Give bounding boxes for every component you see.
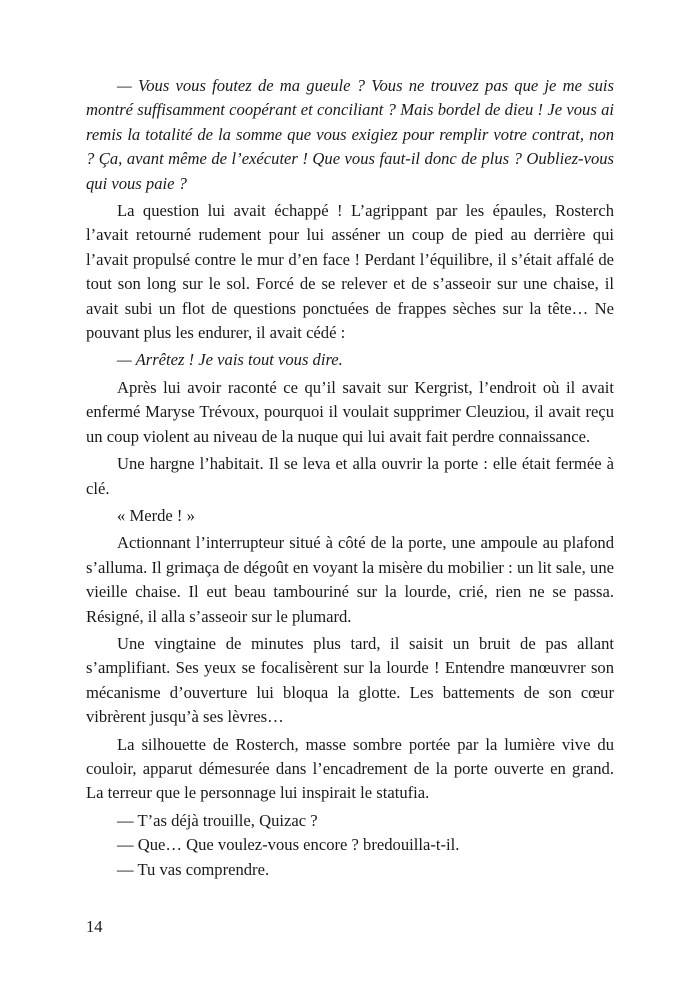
paragraph-light-switch: Actionnant l’interrupteur situé à côté de la porte, une ampoule au plafond s’alluma. Il grimaça de dégoût en voyant la misère du mobilier : un lit sale, une vieille chaise. Il eut beau tambouriné sur la lourde, crié, rien ne se passa. Résigné, il alla s’asseoir sur le plumard. xyxy=(86,533,614,626)
paragraph-exclamation: « Merde ! » xyxy=(117,505,195,525)
paragraph-locked-door: Une hargne l’habitait. Il se leva et alla ouvrir la porte : elle était fermée à clé. xyxy=(86,454,614,498)
paragraph-dialogue-understand: — Tu vas comprendre. xyxy=(117,859,270,879)
body-text xyxy=(86,74,614,882)
paragraph-footsteps: Une vingtaine de minutes plus tard, il saisit un bruit de pas allant s’amplifiant. Ses yeux se focalisèrent sur la lourde ! Entendre manœuvrer son mécanisme d’ouverture lui bloqua la glotte. Les battements de son cœur vibrèrent jusqu’à ses lèvres… xyxy=(86,633,614,727)
paragraph-confession: Après lui avoir raconté ce qu’il savait sur Kergrist, l’endroit où il avait enfermé Maryse Trévoux, pourquoi il voulait supprimer Cleuziou, il avait reçu un coup violent au niveau de la nuque qui lui avait fait perdre connaissance. xyxy=(86,377,614,446)
page-number: 14 xyxy=(86,917,103,936)
paragraph-dialogue-stop: — Arrêtez ! Je vais tout vous dire. xyxy=(117,350,343,370)
paragraph-dialogue-outburst: — Vous vous foutez de ma gueule ? Vous ne trouvez pas que je me suis montré suffisamment coopérant et conciliant ? Mais bordel de dieu ! Je vous ai remis la totalité de la somme que vous exigiez pour remplir votre contrat, non ? Ça, avant même de l’exécuter ! Que vous faut-il donc de plus ? Oubliez-vous qui vous paie ? xyxy=(86,76,614,193)
paragraph-question-escaped: La question lui avait échappé ! L’agrippant par les épaules, Rosterch l’avait retourné rudement pour lui asséner un coup de pied au derrière qui l’avait propulsé contre le mur d’en face ! Perdant l’équilibre, il s’était affalé de tout son long sur le sol. Forcé de se relever et de s’asseoir sur une chaise, il avait subi un flot de questions ponctuées de frappes sèches sur la tête… Ne pouvant plus les endurer, il avait cédé : xyxy=(86,201,614,343)
paragraph-dialogue-stammer: — Que… Que voulez-vous encore ? bredouilla-t-il. xyxy=(117,835,460,855)
paragraph-dialogue-trouille: — T’as déjà trouille, Quizac ? xyxy=(117,810,318,830)
paragraph-silhouette: La silhouette de Rosterch, masse sombre portée par la lumière vive du couloir, apparut démesurée dans l’encadrement de la porte ouverte en grand. La terreur que le personnage lui inspirait le statufia. xyxy=(86,734,614,803)
